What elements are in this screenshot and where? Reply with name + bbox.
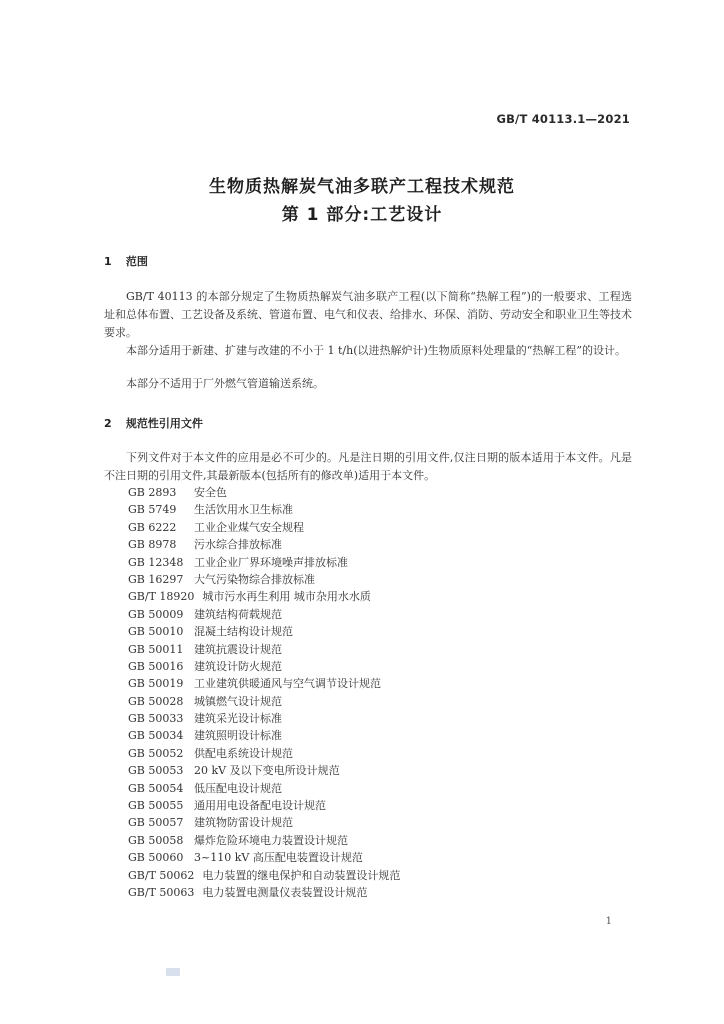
reference-title: 建筑物防雷设计规范: [194, 816, 293, 830]
section-number: 1: [104, 255, 112, 268]
reference-code: GB 50009: [128, 607, 184, 621]
reference-item: [128, 641, 628, 658]
reference-item: [128, 693, 628, 710]
reference-code: GB 50053: [128, 764, 184, 778]
reference-title: 安全色: [194, 486, 227, 499]
reference-title: 建筑设计防火规范: [194, 659, 282, 673]
reference-title: 生活饮用水卫生标准: [194, 503, 293, 517]
reference-title: 污水综合排放标准: [194, 538, 282, 552]
reference-item: [128, 745, 628, 762]
document-subtitle: 第 1 部分:工艺设计: [281, 205, 443, 225]
reference-title: 城市污水再生利用 城市杂用水水质: [202, 590, 371, 604]
reference-title: 低压配电设计规范: [194, 781, 282, 795]
reference-item: [128, 675, 628, 692]
reference-title: 工业企业厂界环境噪声排放标准: [194, 555, 348, 569]
reference-item: [128, 484, 628, 501]
reference-title: 建筑采光设计标准: [194, 712, 282, 726]
references-intro: 下列文件对于本文件的应用是必不可少的。凡是注日期的引用文件,仅注日期的版本适用于本文件。凡是不注日期的引用文件,其最新版本(包括所有的修改单)适用于本文件。: [104, 451, 632, 482]
watermark-mark: [166, 968, 180, 976]
reference-code: GB 50019: [128, 677, 184, 691]
scope-paragraph: 本部分不适用于厂外燃气管道输送系统。: [126, 377, 324, 390]
reference-code: GB/T 50063: [128, 885, 195, 899]
reference-code: GB 12348: [128, 555, 184, 569]
scope-paragraph: 本部分适用于新建、扩建与改建的不小于 1 t/h(以进热解炉计)生物质原料处理量的“热解工程”的设计。: [126, 344, 627, 357]
reference-title: 大气污染物综合排放标准: [194, 572, 315, 586]
reference-item: [128, 814, 628, 831]
reference-item: [128, 536, 628, 553]
reference-item: [128, 501, 628, 518]
section-heading-scope: [104, 253, 148, 269]
reference-list: [128, 484, 628, 901]
reference-code: GB 50058: [128, 833, 184, 847]
reference-code: GB 5749: [128, 503, 177, 517]
reference-item: [128, 623, 628, 640]
reference-item: [128, 606, 628, 623]
reference-code: GB 50010: [128, 625, 184, 639]
reference-item: [128, 710, 628, 727]
reference-code: GB 50034: [128, 729, 184, 743]
reference-item: [128, 780, 628, 797]
reference-code: GB 50052: [128, 746, 184, 760]
reference-item: [128, 519, 628, 536]
reference-item: [128, 797, 628, 814]
reference-title: 混凝土结构设计规范: [194, 625, 293, 639]
page-number: 1: [605, 916, 612, 927]
reference-item: [128, 849, 628, 866]
reference-item: [128, 571, 628, 588]
reference-title: 爆炸危险环境电力装置设计规范: [194, 833, 348, 847]
reference-title: 建筑结构荷载规范: [194, 607, 282, 621]
scope-paragraph: GB/T 40113 的本部分规定了生物质热解炭气油多联产工程(以下简称“热解工程”)的一般要求、工程选址和总体布置、工艺设备及系统、管道布置、电气和仪表、给排水、环保、消防、劳动安全和职业卫生等技术要求。: [104, 290, 632, 339]
reference-title: 20 kV 及以下变电所设计规范: [194, 764, 340, 778]
reference-code: GB 50055: [128, 799, 184, 813]
section-title: 规范性引用文件: [125, 417, 203, 430]
reference-title: 电力装置的继电保护和自动装置设计规范: [202, 868, 401, 882]
reference-title: 建筑抗震设计规范: [194, 642, 282, 656]
section-number: 2: [104, 417, 112, 430]
reference-title: 城镇燃气设计规范: [194, 694, 282, 708]
reference-code: GB 6222: [128, 520, 177, 534]
reference-code: GB 50054: [128, 781, 184, 795]
reference-item: [128, 762, 628, 779]
reference-title: 供配电系统设计规范: [194, 746, 293, 760]
reference-code: GB 50016: [128, 659, 184, 673]
reference-code: GB 50033: [128, 712, 184, 726]
reference-title: 工业企业煤气安全规程: [194, 520, 304, 534]
reference-code: GB 50060: [128, 851, 184, 865]
standard-number: GB/T 40113.1—2021: [496, 112, 630, 126]
reference-code: GB 2893: [128, 486, 177, 499]
reference-title: 通用用电设备配电设计规范: [194, 799, 326, 813]
section-heading-normative-references: [104, 415, 203, 431]
reference-title: 3~110 kV 高压配电装置设计规范: [194, 851, 363, 865]
reference-item: [128, 588, 628, 605]
reference-title: 建筑照明设计标准: [194, 729, 282, 743]
reference-code: GB 8978: [128, 538, 177, 552]
reference-code: GB/T 50062: [128, 868, 195, 882]
reference-title: 工业建筑供暖通风与空气调节设计规范: [194, 677, 381, 691]
reference-item: [128, 554, 628, 571]
reference-code: GB 50011: [128, 642, 184, 656]
reference-item: [128, 658, 628, 675]
document-title: 生物质热解炭气油多联产工程技术规范: [209, 177, 515, 197]
reference-code: GB/T 18920: [128, 590, 195, 604]
reference-item: [128, 884, 628, 901]
reference-code: GB 16297: [128, 572, 184, 586]
section-title: 范围: [125, 255, 148, 268]
reference-item: [128, 867, 628, 884]
reference-item: [128, 832, 628, 849]
reference-code: GB 50028: [128, 694, 184, 708]
reference-item: [128, 727, 628, 744]
reference-title: 电力装置电测量仪表装置设计规范: [202, 885, 368, 899]
reference-code: GB 50057: [128, 816, 184, 830]
